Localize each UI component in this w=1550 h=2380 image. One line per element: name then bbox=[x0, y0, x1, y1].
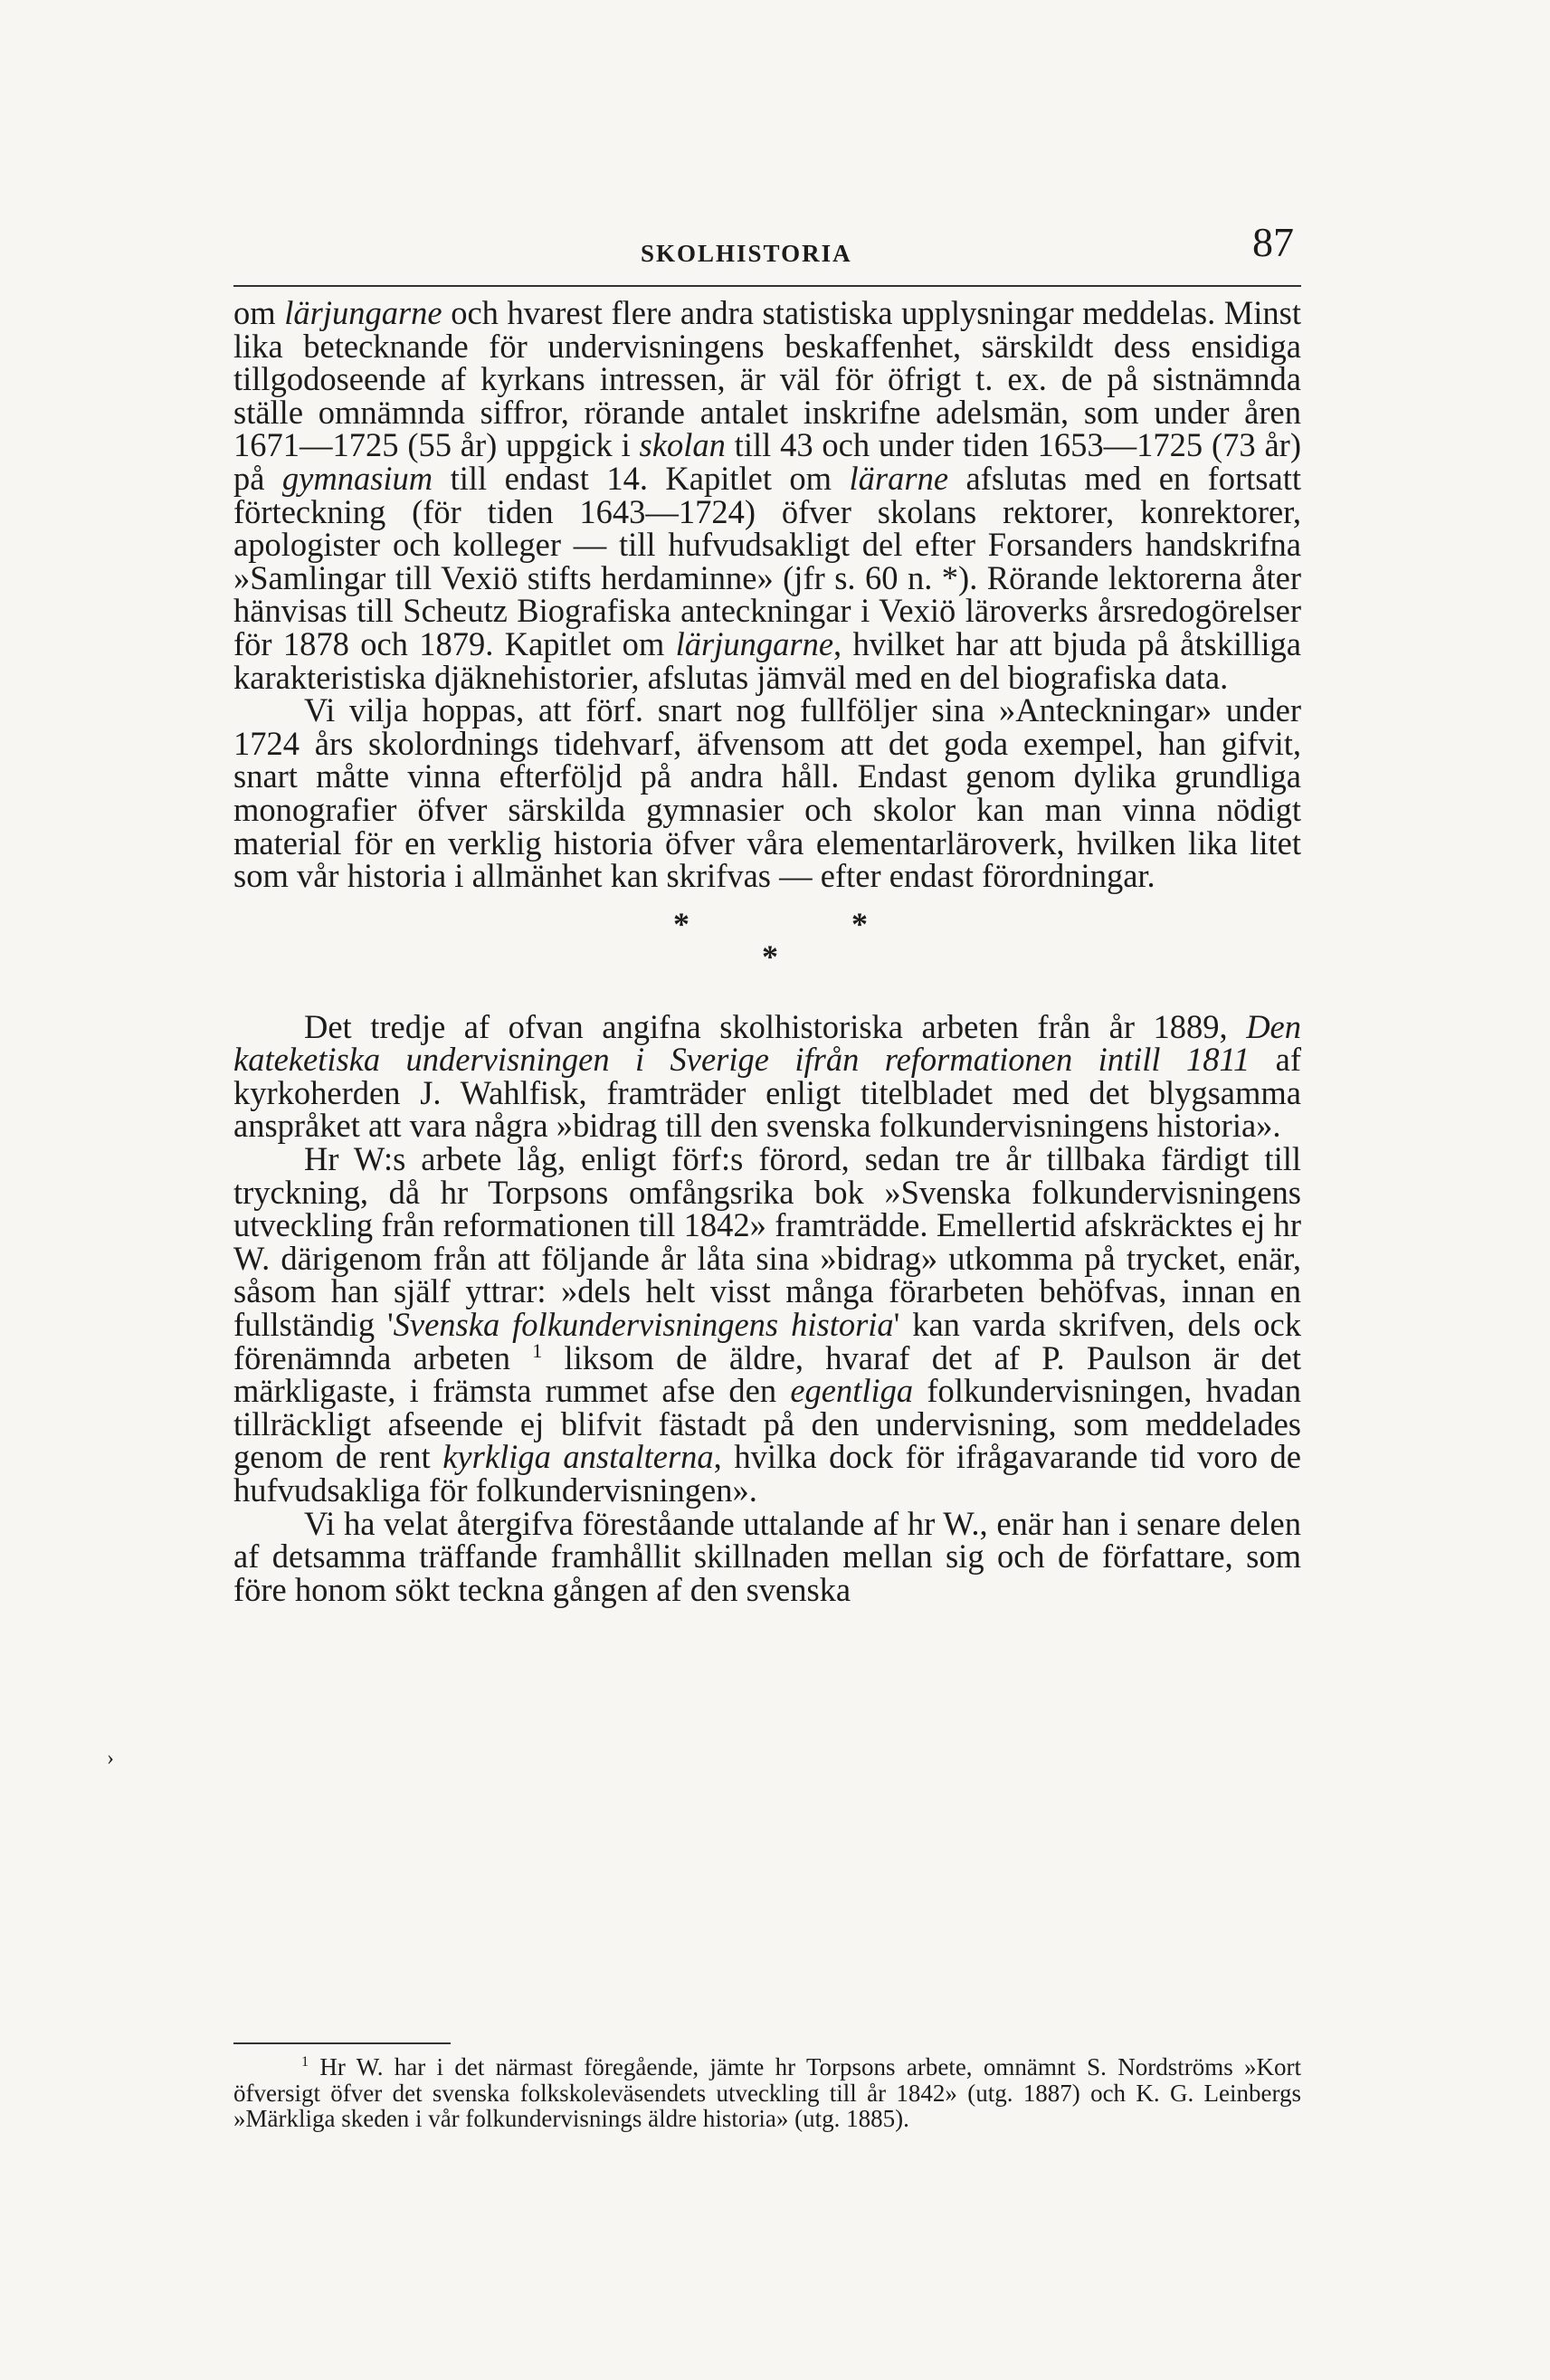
italic-text: lärjungarne bbox=[675, 624, 834, 662]
paragraph: Det tredje af ofvan angifna skolhistoriska arbeten från år 1889, Den kateketiska undervisningen i Sverige ifrån reformationen intill 1811 af kyrkoherden J. Wahlfisk, framträder enligt titelbladet med det blygsamma anspråket att vara några »bidrag till den svenska folkundervisningens historia». bbox=[233, 1007, 1301, 1145]
paragraph: Vi vilja hoppas, att förf. snart nog fullföljer sina »Anteckningar» under 1724 års skolordnings tidehvarf, äfvensom att det goda exempel, han gifvit, snart måtte vinna efterföljd på andra håll. Endast genom dylika grundliga monografier öfver särskilda gymnasier och skolor kan man vinna nödigt material för en verklig historia öfver våra elementarläroverk, hvilken lika litet som vår historia i allmänhet kan skrifvas — efter endast förordningar. bbox=[233, 691, 1301, 895]
asterisk: * bbox=[673, 905, 689, 942]
footnote bbox=[233, 2022, 1301, 2132]
asterisk: * bbox=[762, 938, 778, 975]
italic-text: Den kateketiska undervisningen i Sverige ifrån reformationen intill 1811 bbox=[233, 1007, 1301, 1079]
asterisk: * bbox=[851, 905, 868, 942]
footnote-reference: 1 bbox=[532, 1338, 543, 1362]
italic-text: gymnasium bbox=[281, 459, 433, 497]
section-break-asterism bbox=[233, 893, 1301, 1011]
italic-text: kyrkliga anstalterna bbox=[442, 1438, 714, 1476]
running-title: SKOLHISTORIA bbox=[641, 240, 852, 267]
footnote-marker: 1 bbox=[301, 2053, 309, 2070]
italic-text: skolan bbox=[639, 426, 726, 464]
body-text bbox=[233, 294, 1302, 1608]
italic-text: egentliga bbox=[790, 1372, 914, 1410]
footnote-text: Hr W. har i det närmast föregående, jämte hr Torpsons arbete, omnämnt S. Nordströms »Kort öfversigt öfver det svenska folkskoleväsendets utveckling till år 1842» (utg. 1887) och K. G. Leinbergs »Märkliga skeden i vår folkundervisnings äldre historia» (utg. 1885). bbox=[233, 2053, 1302, 2132]
italic-text: Svenska folkundervisningens historia bbox=[393, 1306, 894, 1344]
paragraph: Hr W:s arbete låg, enligt förf:s förord, sedan tre år tillbaka färdigt till tryckning, då hr Torpsons omfångsrika bok »Svenska folkundervisningens utveckling från reformationen till 1842» framträdde. Emellertid afskräcktes ej hr W. därigenom från att följande år låta sina »bidrag» utkomma på trycket, enär, såsom han själf yttrar: »dels helt visst många förarbeten behöfvas, innan en fullständig 'Svenska folkundervisningens historia' kan varda skrifven, dels ock förenämnda arbeten $^1$ liksom de äldre, hvaraf det af P. Paulson är det märkligaste, i främsta rummet afse den egentliga folkundervisningen, hvadan tillräckligt afseende ej blifvit fästadt på den undervisning, som meddelades genom de rent kyrkliga anstalterna, hvilka dock för ifrågavarande tid voro de hufvudsakliga för folkundervisningen». bbox=[233, 1140, 1302, 1509]
paragraph: Vi ha velat återgifva föreståande uttalande af hr W., enär han i senare delen af detsamma träffande framhållit skillnaden mellan sig och de författare, som före honom sökt teckna gången af den svenska bbox=[233, 1504, 1301, 1608]
italic-text: lärjungarne bbox=[284, 294, 442, 331]
paragraph: om lärjungarne och hvarest flere andra statistiska upplysningar meddelas. Minst lika betecknande för undervisningens beskaffenhet, särskildt dess ensidiga tillgodoseende af kyrkans intressen, är väl för öfrigt t. ex. de på sistnämnda ställe omnämnda siffror, rörande antalet inskrifne adelsmän, som under åren 1671—1725 (55 år) uppgick i skolan till 43 och under tiden 1653—1725 (73 år) på gymnasium till endast 14. Kapitlet om lärarne afslutas med en fortsatt förteckning (för tiden 1643—1724) öfver skolans rektorer, konrektorer, apologister och kolleger — till hufvudsakligt del efter Forsanders handskrifna »Samlingar till Vexiö stifts herdaminne» (jfr s. 60 n. *). Rörande lektorerna åter hänvisas till Scheutz Biografiska anteckningar i Vexiö läroverks årsredogörelser för 1878 och 1879. Kapitlet om lärjungarne, hvilket har att bjuda på åtskilliga karakteristiska djäknehistorier, afslutas jämväl med en del biografiska data. bbox=[233, 294, 1301, 696]
page-header bbox=[233, 213, 1301, 285]
footnote-rule bbox=[233, 2042, 451, 2044]
header-rule bbox=[233, 285, 1301, 287]
page-number: 87 bbox=[1252, 219, 1294, 265]
margin-mark: › bbox=[107, 1747, 114, 1770]
italic-text: lärarne bbox=[849, 459, 949, 497]
